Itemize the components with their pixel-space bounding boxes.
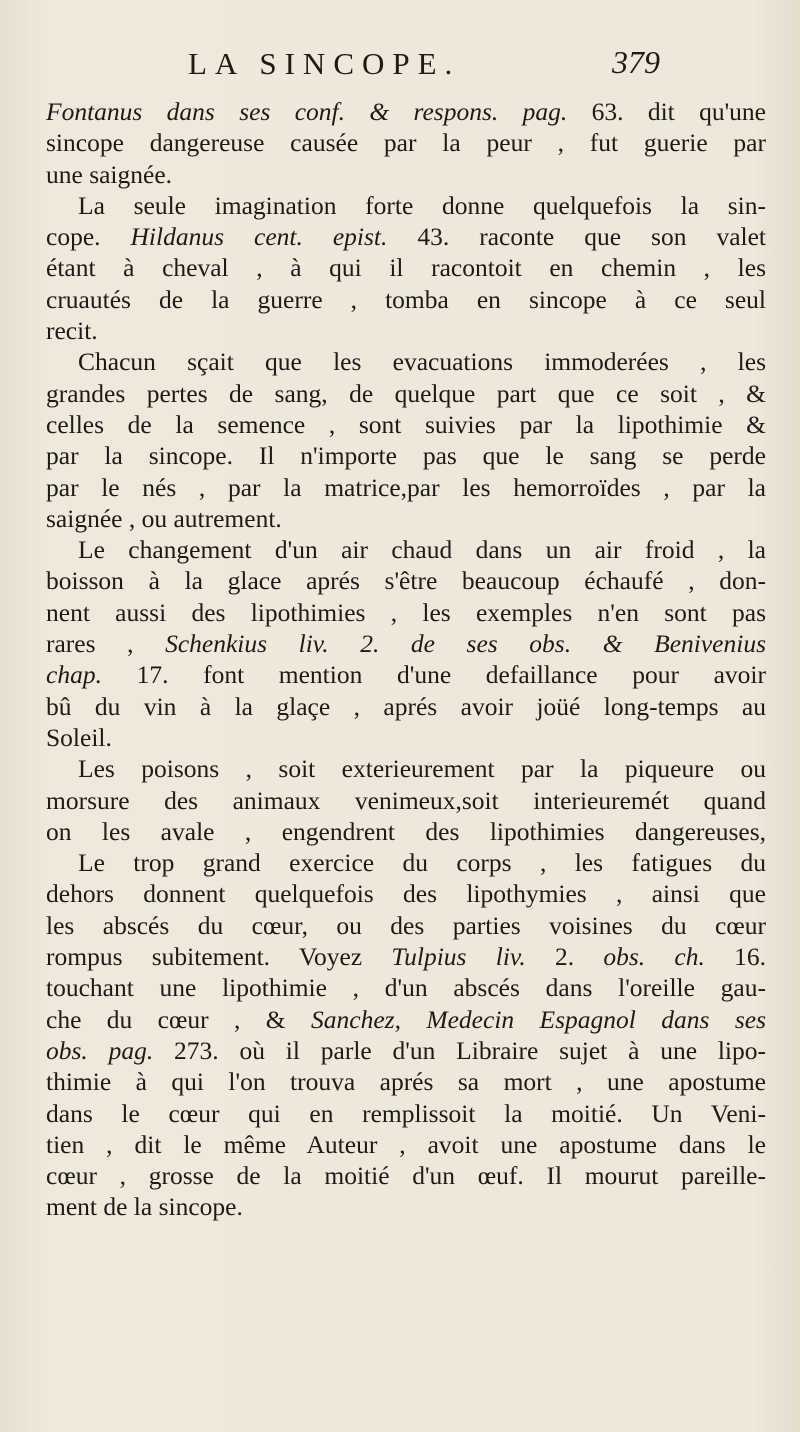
text-segment: Le trop grand exercice du corps , les fatigues du (78, 848, 766, 878)
italic-text: Schenkius liv. 2. de ses obs. & Benivenius (165, 629, 766, 659)
text-segment: cruautés de la guerre , tomba en sincope à ce seul (46, 284, 766, 314)
text-segment: touchant une lipothimie , d'un abscés dans l'oreille gau- (46, 973, 766, 1003)
text-segment: 63. dit qu'une (591, 97, 766, 126)
text-line (46, 96, 766, 127)
text-segment: 17. font mention d'une defaillance pour avoir (136, 660, 766, 690)
text-line (46, 1035, 766, 1066)
italic-text: Fontanus dans ses conf. & respons. pag. (46, 97, 592, 126)
text-line (46, 628, 766, 659)
text-segment: Le changement d'un air chaud dans un air froid , la (78, 535, 766, 565)
text-line (46, 816, 766, 847)
text-line (46, 753, 766, 784)
text-segment: 16. (734, 942, 766, 972)
text-line (46, 190, 766, 221)
text-line (46, 878, 766, 909)
text-segment: sincope dangereuse causée par la peur , fut guerie par (46, 128, 766, 158)
text-segment: saignée , ou autrement. (46, 503, 282, 533)
italic-text: Hildanus cent. epist. (130, 222, 418, 252)
text-line (46, 972, 766, 1003)
page-number: 379 (612, 44, 660, 80)
text-segment: rares , (46, 629, 166, 659)
text-line (46, 440, 766, 471)
italic-text: obs. pag. (46, 1035, 175, 1065)
text-line (46, 910, 766, 941)
text-segment: rompus subitement. Voyez (46, 942, 392, 972)
text-segment: on les avale , engendrent des lipothimies dangereuses, (46, 816, 766, 846)
text-segment: 2. (554, 942, 604, 972)
text-line (46, 1004, 766, 1035)
text-line (46, 1066, 766, 1097)
text-segment: nent aussi des lipothimies , les exemples n'en sont pas (46, 597, 766, 627)
italic-text: Sanchez, Medecin Espagnol dans ses (311, 1004, 766, 1034)
text-line (46, 941, 766, 972)
text-segment: cœur , grosse de la moitié d'un œuf. Il mourut pareille- (46, 1161, 766, 1191)
text-segment: 43. raconte que son valet (417, 222, 766, 252)
text-segment: 273. où il parle d'un Libraire sujet à une lipo- (174, 1035, 766, 1065)
text-line (46, 472, 766, 503)
text-line (46, 534, 766, 565)
text-segment: che du cœur , & (46, 1004, 312, 1034)
text-line (46, 127, 766, 158)
italic-text: chap. (46, 660, 137, 690)
text-segment: ment de la sincope. (46, 1192, 243, 1222)
text-line (46, 1129, 766, 1160)
text-line (46, 378, 766, 409)
text-segment: par le nés , par la matrice,par les hemorroïdes , par la (46, 472, 766, 502)
text-segment: dehors donnent quelquefois des lipothymies , ainsi que (46, 879, 766, 909)
text-segment: celles de la semence , sont suivies par la lipothimie & (46, 409, 766, 439)
text-segment: dans le cœur qui en remplissoit la moitié. Un Veni- (46, 1098, 766, 1128)
text-line (46, 409, 766, 440)
running-title: LA SINCOPE. (188, 46, 461, 81)
text-line (46, 1098, 766, 1129)
text-line (46, 691, 766, 722)
text-line (46, 252, 766, 283)
text-line (46, 159, 766, 190)
text-segment: Chacun sçait que les evacuations immoderées , les (78, 347, 766, 377)
text-segment: recit. (46, 316, 98, 346)
text-line (46, 221, 766, 252)
text-line (46, 315, 766, 346)
text-line (46, 722, 766, 753)
text-line (46, 503, 766, 534)
text-line (46, 785, 766, 816)
text-line (46, 659, 766, 690)
text-segment: boisson à la glace aprés s'être beaucoup échaufé , don- (46, 566, 766, 596)
text-segment: étant à cheval , à qui il racontoit en chemin , les (46, 253, 766, 283)
text-segment: cope. (46, 222, 131, 252)
text-segment: La seule imagination forte donne quelquefois la sin- (78, 190, 766, 220)
text-segment: une saignée. (46, 159, 173, 189)
text-line (46, 597, 766, 628)
text-line (46, 1160, 766, 1191)
body-text (46, 96, 766, 1223)
text-line (46, 1191, 766, 1222)
text-segment: Les poisons , soit exterieurement par la piqueure ou (78, 754, 766, 784)
italic-text: obs. ch. (603, 942, 735, 972)
text-segment: les abscés du cœur, ou des parties voisines du cœur (46, 910, 766, 940)
text-segment: tien , dit le même Auteur , avoit une apostume dans le (46, 1129, 766, 1159)
text-segment: Soleil. (46, 722, 112, 752)
text-line (46, 847, 766, 878)
text-line (46, 565, 766, 596)
text-line (46, 284, 766, 315)
text-segment: morsure des animaux venimeux,soit interieuremét quand (46, 785, 766, 815)
text-segment: grandes pertes de sang, de quelque part que ce soit , & (46, 378, 766, 408)
text-line (46, 346, 766, 377)
text-segment: bû du vin à la glaçe , aprés avoir joüé long-temps au (46, 691, 766, 721)
text-segment: thimie à qui l'on trouva aprés sa mort , une apostume (46, 1067, 766, 1097)
italic-text: Tulpius liv. (391, 942, 555, 972)
text-segment: par la sincope. Il n'importe pas que le sang se perde (46, 441, 766, 471)
page-header (160, 44, 660, 88)
